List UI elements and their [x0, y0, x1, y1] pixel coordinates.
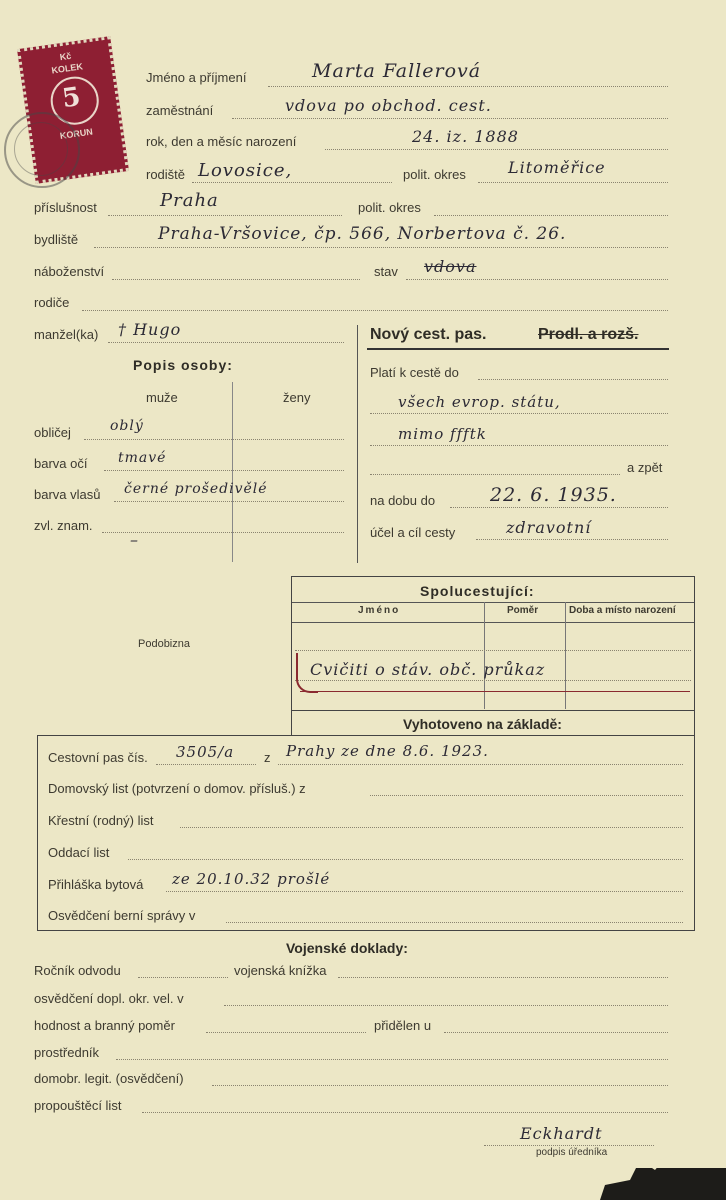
- vojenske-title: Vojenské doklady:: [286, 940, 408, 956]
- spolu-entry: Cvičiti o stáv. obč. průkaz: [310, 660, 546, 679]
- krestni-label: Křestní (rodný) list: [48, 813, 154, 828]
- plati-line2: [370, 413, 668, 414]
- podpis-line: [484, 1145, 654, 1146]
- bydliste-value: Praha-Vršovice, čp. 566, Norbertova č. 26.: [158, 224, 567, 244]
- polit-okres-line: [478, 182, 668, 183]
- stav-label: stav: [374, 264, 398, 279]
- podpis-label: podpis úředníka: [536, 1147, 608, 1158]
- nabozenstvi-label: náboženství: [34, 264, 105, 279]
- a-zpet-label: a zpět: [627, 460, 663, 475]
- pridelen-line: [444, 1032, 668, 1033]
- spolu-col-pomer: Poměr: [507, 605, 539, 616]
- muze-header: muže: [146, 390, 178, 405]
- plati-line3: [370, 445, 668, 446]
- stav-line: [406, 279, 668, 280]
- barva-oci-line: [104, 470, 344, 471]
- legit-line: [212, 1085, 668, 1086]
- pas-title-underline: [367, 348, 669, 350]
- stav-value: vdova: [424, 257, 477, 276]
- dopl-line: [224, 1005, 668, 1006]
- vyhotoveno-left-join: [291, 709, 292, 735]
- cestovni-z-label: z: [264, 750, 271, 765]
- manzel-value: † Hugo: [118, 320, 182, 339]
- narozeni-line: [325, 149, 668, 150]
- polit-okres-value: Litoměřice: [508, 158, 606, 177]
- plati-line: [478, 379, 668, 380]
- narozeni-value: 24. iz. 1888: [412, 127, 519, 146]
- stamp-value: 5: [60, 82, 83, 115]
- pas-divider: [357, 325, 358, 563]
- barva-oci-value: tmavé: [118, 450, 167, 466]
- manzel-label: manžel(ka): [34, 327, 99, 342]
- spolu-col-doba: Doba a místo narození: [569, 605, 676, 616]
- prislusnost-value: Praha: [160, 190, 219, 211]
- a-zpet-line: [370, 474, 620, 475]
- barva-vlasu-value: černé prošedivělé: [124, 481, 268, 497]
- podpis-signature: Eckhardt: [520, 1124, 603, 1143]
- osvedceni-label: Osvědčení berní správy v: [48, 908, 196, 923]
- prodl-title: Prodl. a rozš.: [538, 326, 639, 343]
- propousteci-label: propouštěcí list: [34, 1098, 122, 1113]
- prostrednik-label: prostředník: [34, 1045, 100, 1060]
- spolu-col-divider1: [484, 602, 485, 709]
- spolu-entry-bracket: [296, 653, 318, 693]
- zamestnani-label: zaměstnání: [146, 103, 214, 118]
- polit-okres-label: polit. okres: [403, 167, 466, 182]
- zamestnani-line: [232, 118, 668, 119]
- stamp-kolek-text: KOLEK: [50, 61, 84, 76]
- propousteci-line: [142, 1112, 668, 1113]
- vyhotoveno-right-join: [694, 709, 695, 735]
- barva-oci-label: barva očí: [34, 456, 88, 471]
- prislusnost-line: [108, 215, 342, 216]
- rocnik-line: [138, 977, 228, 978]
- prostrednik-line: [116, 1059, 668, 1060]
- zvl-znam-label: zvl. znam.: [34, 518, 93, 533]
- na-dobu-value: 22. 6. 1935.: [490, 484, 617, 506]
- cestovni-value2: Prahy ze dne 8.6. 1923.: [286, 742, 489, 760]
- na-dobu-line: [450, 507, 668, 508]
- barva-vlasu-line: [114, 501, 344, 502]
- novy-pas-title: Nový cest. pas.: [370, 326, 487, 343]
- postmark-inner: [14, 122, 68, 176]
- ucel-value: zdravotní: [506, 518, 592, 537]
- spolu-col-divider2: [565, 602, 566, 709]
- oblicej-label: obličej: [34, 425, 71, 440]
- hodnost-line: [206, 1032, 366, 1033]
- spolu-row-line2: [295, 680, 691, 681]
- polit-okres2-line: [434, 215, 668, 216]
- nabozenstvi-line: [112, 279, 360, 280]
- rodiste-value: Lovosice,: [198, 160, 293, 181]
- pridelen-label: přidělen u: [374, 1018, 432, 1033]
- domovsky-line: [370, 795, 683, 796]
- zvl-znam-value: –: [130, 530, 139, 549]
- zeny-header: ženy: [283, 390, 311, 405]
- plati-value1: všech evrop. státu,: [398, 393, 561, 411]
- cestovni-line: [156, 764, 256, 765]
- spolu-header-bottom: [292, 622, 694, 623]
- domovsky-label: Domovský list (potvrzení o domov. přísluš.) z: [48, 781, 306, 796]
- oddaci-label: Oddací list: [48, 845, 110, 860]
- dopl-label: osvědčení dopl. okr. vel. v: [34, 991, 184, 1006]
- plati-label: Platí k cestě do: [370, 365, 459, 380]
- stamp-kc-text: Kč: [59, 50, 72, 63]
- rodiste-line: [192, 182, 392, 183]
- jmeno-label: Jméno a příjmení: [146, 70, 247, 85]
- spolucestujici-title: Spolucestující:: [420, 583, 535, 599]
- barva-vlasu-label: barva vlasů: [34, 487, 101, 502]
- rocnik-label: Ročník odvodu: [34, 963, 121, 978]
- narozeni-label: rok, den a měsíc narození: [146, 134, 297, 149]
- popis-title: Popis osoby:: [133, 357, 233, 373]
- zamestnani-value: vdova po obchod. cest.: [285, 96, 492, 115]
- knizka-line: [338, 977, 668, 978]
- ucel-label: účel a cíl cesty: [370, 525, 456, 540]
- jmeno-line: [268, 86, 668, 87]
- krestni-line: [180, 827, 683, 828]
- bydliste-label: bydliště: [34, 232, 79, 247]
- legit-label: domobr. legit. (osvědčení): [34, 1071, 184, 1086]
- ucel-line: [476, 539, 668, 540]
- rodice-label: rodiče: [34, 295, 70, 310]
- cestovni-value: 3505/a: [176, 743, 235, 761]
- manzel-line: [108, 342, 344, 343]
- na-dobu-label: na dobu do: [370, 493, 436, 508]
- oblicej-value: oblý: [110, 418, 144, 434]
- bydliste-line: [94, 247, 668, 248]
- rodiste-label: rodiště: [146, 167, 186, 182]
- spolu-row-line1: [295, 650, 691, 651]
- prihlaska-line: [166, 891, 683, 892]
- cestovni-line2: [278, 764, 683, 765]
- spolu-header-top: [292, 602, 694, 603]
- knizka-label: vojenská knížka: [234, 963, 327, 978]
- vyhotoveno-title: Vyhotoveno na základě:: [403, 716, 562, 732]
- osvedceni-line: [226, 922, 683, 923]
- stamp-korun-text: KORUN: [59, 126, 94, 142]
- hodnost-label: hodnost a branný poměr: [34, 1018, 175, 1033]
- prihlaska-label: Přihláška bytová: [48, 877, 144, 892]
- jmeno-value: Marta Fallerová: [312, 60, 482, 82]
- oddaci-line: [128, 859, 683, 860]
- podobizna-label: Podobizna: [138, 638, 190, 650]
- prihlaska-value: ze 20.10.32 prošlé: [172, 870, 331, 888]
- plati-value2: mimo ffftk: [398, 425, 487, 443]
- oblicej-line: [84, 439, 344, 440]
- polit-okres2-label: polit. okres: [358, 200, 421, 215]
- cestovni-label: Cestovní pas čís.: [48, 750, 148, 765]
- spolu-col-jmeno: Jméno: [358, 605, 401, 616]
- torn-bottom-edge: [0, 1130, 726, 1200]
- prislusnost-label: příslušnost: [34, 200, 97, 215]
- rodice-line: [82, 310, 668, 311]
- popis-divider: [232, 382, 233, 562]
- spolu-entry-underline: [300, 691, 690, 692]
